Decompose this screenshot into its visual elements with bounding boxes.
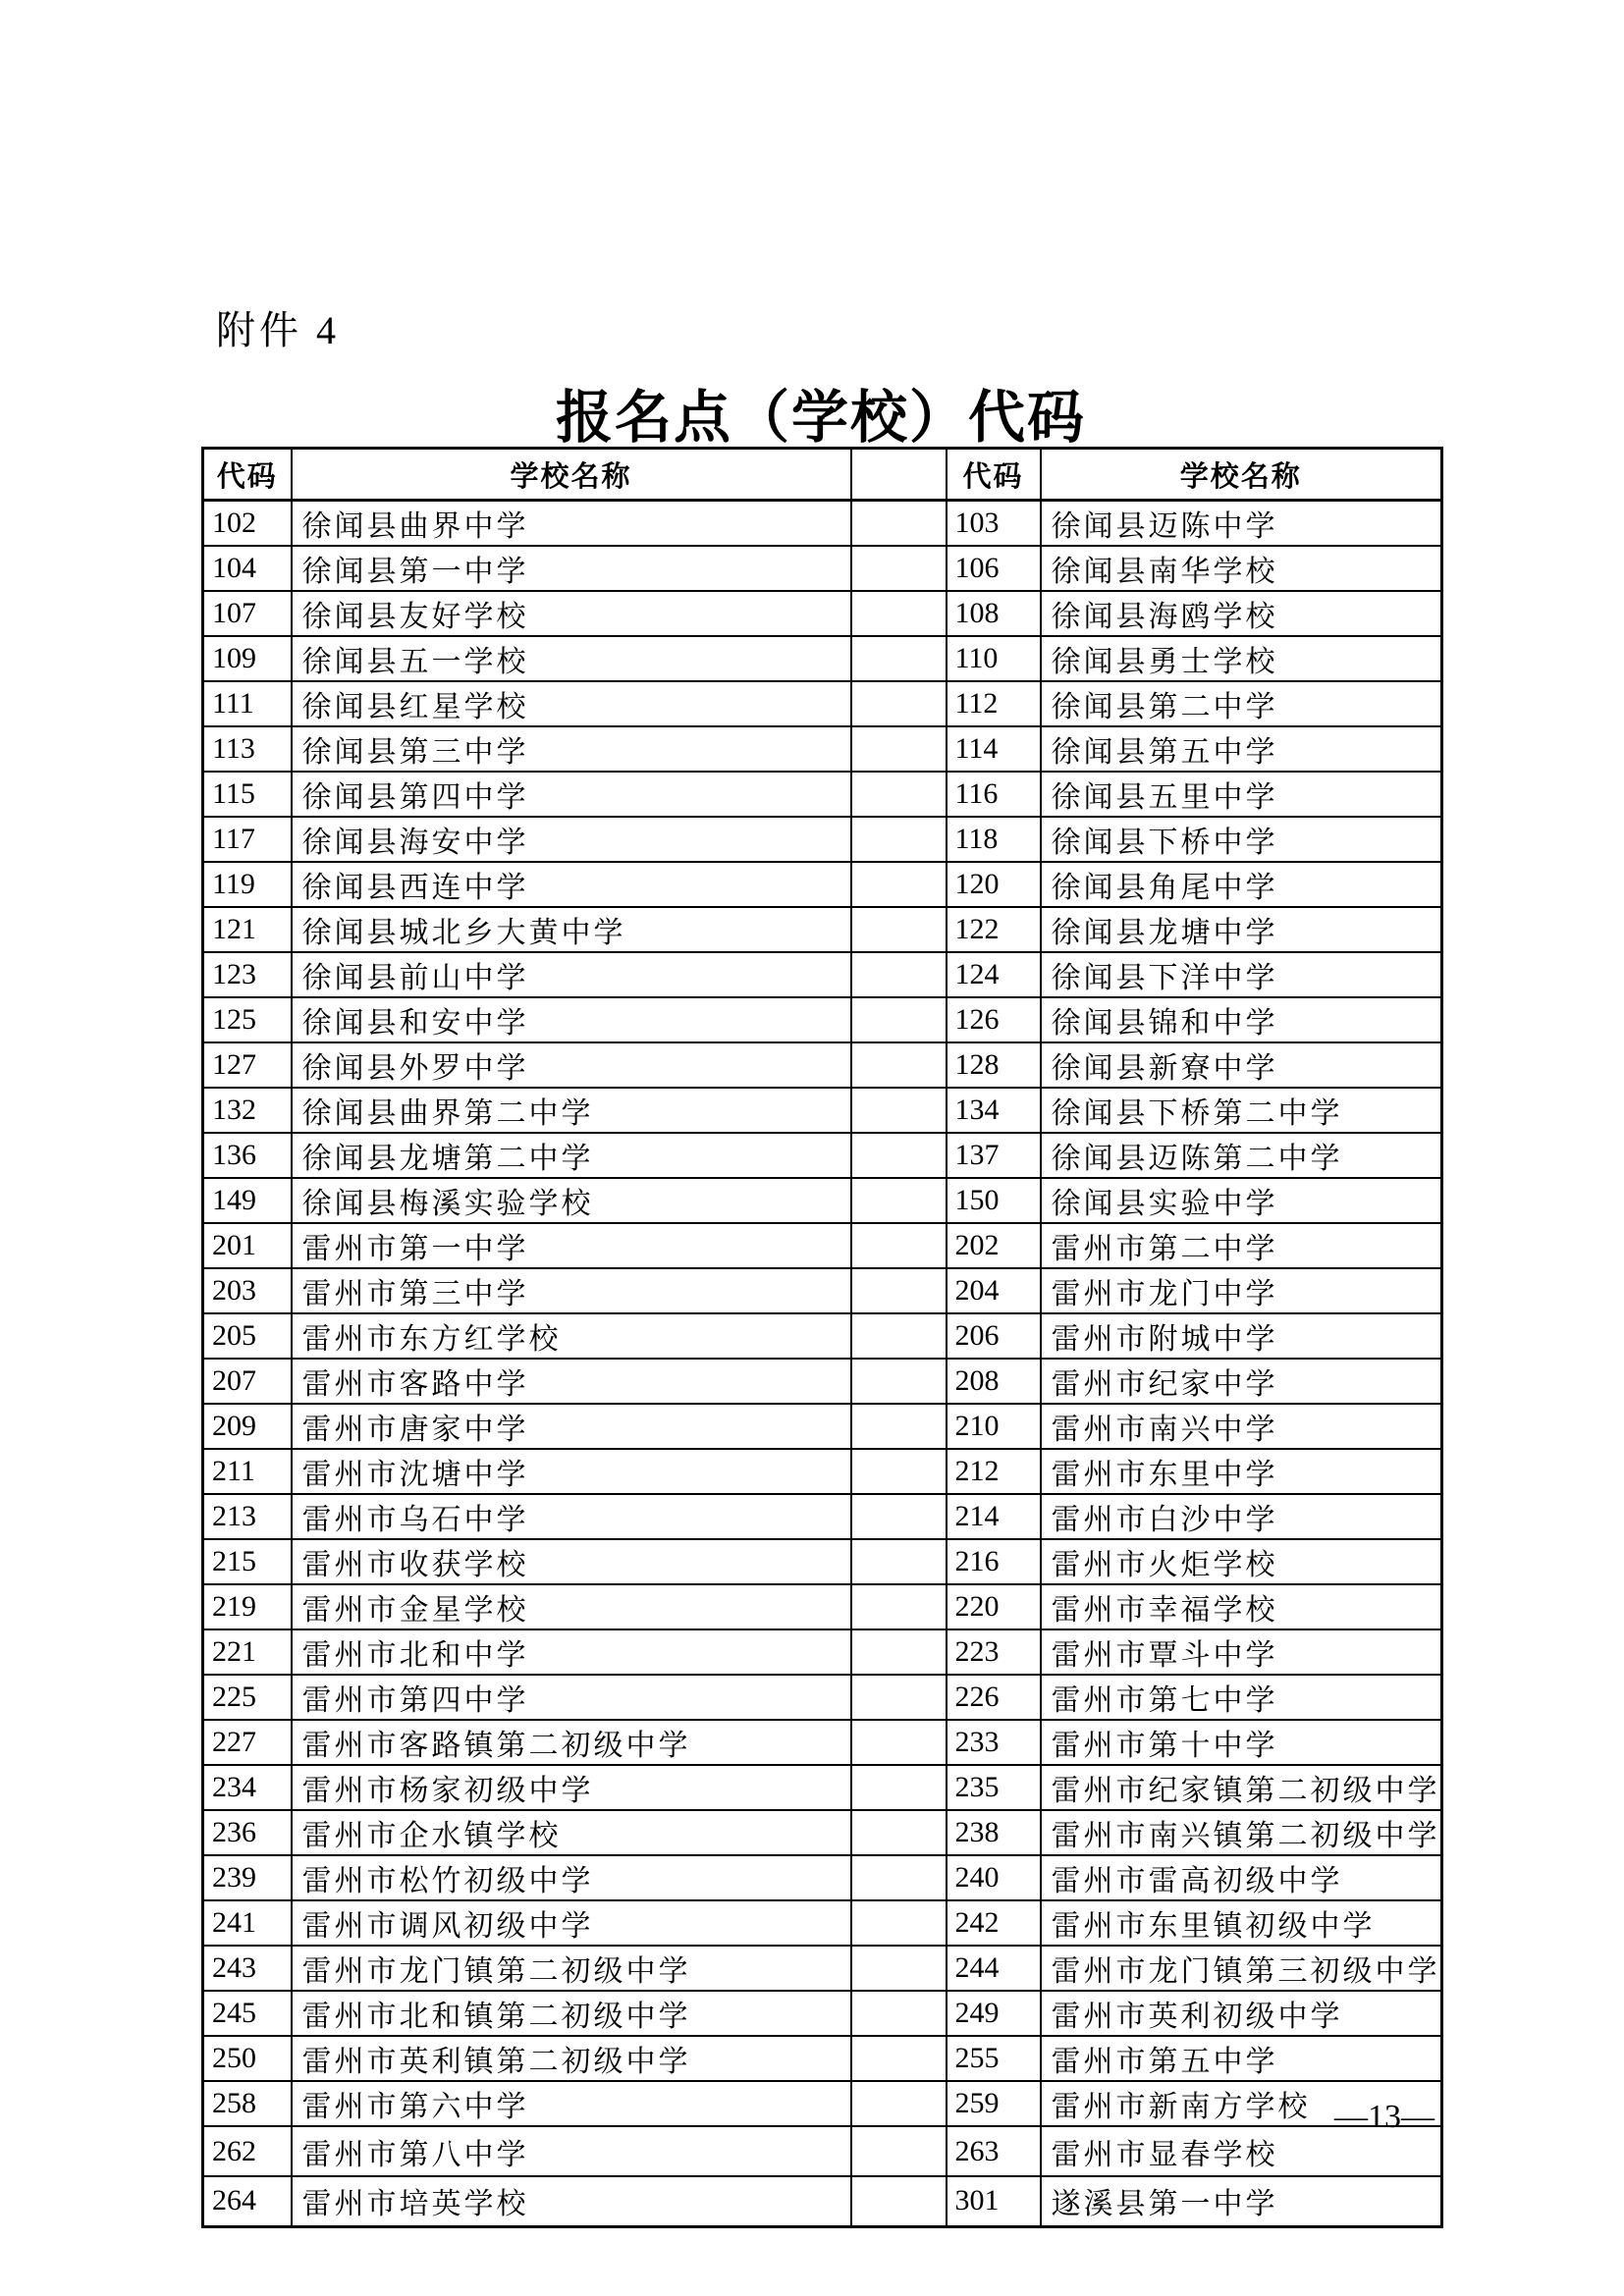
table-row — [203, 1900, 1442, 1946]
right-school-cell: 雷州市英利初级中学 — [1041, 1991, 1442, 2036]
spacer-cell — [851, 952, 947, 997]
right-school-cell: 徐闻县迈陈第二中学 — [1041, 1133, 1442, 1178]
table-row — [203, 1946, 1442, 1991]
right-code-cell: 122 — [947, 907, 1041, 952]
spacer-cell — [851, 1133, 947, 1178]
right-code-cell: 263 — [947, 2126, 1041, 2176]
left-school-cell: 徐闻县五一学校 — [292, 636, 851, 681]
table-row — [203, 546, 1442, 591]
left-school-cell: 雷州市第六中学 — [292, 2081, 851, 2126]
table-row — [203, 1042, 1442, 1088]
spacer-cell — [851, 2126, 947, 2176]
left-school-cell: 徐闻县梅溪实验学校 — [292, 1178, 851, 1223]
left-code-cell: 225 — [203, 1675, 292, 1720]
spacer-cell — [851, 862, 947, 907]
left-code-cell: 132 — [203, 1088, 292, 1133]
left-code-cell: 104 — [203, 546, 292, 591]
spacer-cell — [851, 1178, 947, 1223]
right-code-cell: 118 — [947, 817, 1041, 862]
spacer-cell — [851, 772, 947, 817]
table-row — [203, 1313, 1442, 1359]
left-school-cell: 徐闻县城北乡大黄中学 — [292, 907, 851, 952]
right-code-cell: 244 — [947, 1946, 1041, 1991]
right-code-cell: 150 — [947, 1178, 1041, 1223]
right-code-cell: 106 — [947, 546, 1041, 591]
right-school-cell: 徐闻县第五中学 — [1041, 726, 1442, 772]
right-school-cell: 雷州市东里中学 — [1041, 1449, 1442, 1494]
right-code-cell: 110 — [947, 636, 1041, 681]
left-school-cell: 雷州市沈塘中学 — [292, 1449, 851, 1494]
left-school-cell: 徐闻县红星学校 — [292, 681, 851, 726]
right-code-cell: 124 — [947, 952, 1041, 997]
table-row — [203, 1268, 1442, 1313]
right-school-cell: 雷州市龙门镇第三初级中学 — [1041, 1946, 1442, 1991]
spacer-cell — [851, 1855, 947, 1900]
header-code-right: 代码 — [947, 449, 1041, 501]
spacer-cell — [851, 1268, 947, 1313]
table-row — [203, 1629, 1442, 1675]
spacer-cell — [851, 1629, 947, 1675]
table-row — [203, 1539, 1442, 1584]
table-row — [203, 2036, 1442, 2081]
left-code-cell: 123 — [203, 952, 292, 997]
table-row — [203, 1404, 1442, 1449]
spacer-cell — [851, 2036, 947, 2081]
left-code-cell: 258 — [203, 2081, 292, 2126]
table-row — [203, 1088, 1442, 1133]
right-school-cell: 徐闻县下洋中学 — [1041, 952, 1442, 997]
table-row — [203, 636, 1442, 681]
right-code-cell: 220 — [947, 1584, 1041, 1629]
right-school-cell: 雷州市显春学校 — [1041, 2126, 1442, 2176]
right-school-cell: 徐闻县下桥中学 — [1041, 817, 1442, 862]
right-school-cell: 雷州市第十中学 — [1041, 1720, 1442, 1765]
left-school-cell: 雷州市调风初级中学 — [292, 1900, 851, 1946]
spacer-cell — [851, 1810, 947, 1855]
table-row — [203, 1133, 1442, 1178]
table-row — [203, 1223, 1442, 1268]
table-row — [203, 726, 1442, 772]
right-code-cell: 240 — [947, 1855, 1041, 1900]
right-code-cell: 259 — [947, 2081, 1041, 2126]
table-row — [203, 1675, 1442, 1720]
right-school-cell: 雷州市龙门中学 — [1041, 1268, 1442, 1313]
table-row — [203, 2176, 1442, 2226]
left-code-cell: 115 — [203, 772, 292, 817]
left-code-cell: 205 — [203, 1313, 292, 1359]
right-code-cell: 301 — [947, 2176, 1041, 2226]
left-code-cell: 239 — [203, 1855, 292, 1900]
left-school-cell: 徐闻县西连中学 — [292, 862, 851, 907]
left-code-cell: 221 — [203, 1629, 292, 1675]
left-school-cell: 徐闻县前山中学 — [292, 952, 851, 997]
left-school-cell: 雷州市第一中学 — [292, 1223, 851, 1268]
right-school-cell: 雷州市白沙中学 — [1041, 1494, 1442, 1539]
spacer-cell — [851, 1313, 947, 1359]
spacer-cell — [851, 1946, 947, 1991]
left-school-cell: 雷州市龙门镇第二初级中学 — [292, 1946, 851, 1991]
table-row — [203, 2126, 1442, 2176]
spacer-cell — [851, 1042, 947, 1088]
right-code-cell: 208 — [947, 1359, 1041, 1404]
table-row — [203, 1855, 1442, 1900]
left-code-cell: 264 — [203, 2176, 292, 2226]
left-code-cell: 117 — [203, 817, 292, 862]
table-row — [203, 1991, 1442, 2036]
spacer-cell — [851, 501, 947, 547]
right-code-cell: 223 — [947, 1629, 1041, 1675]
table-row — [203, 1494, 1442, 1539]
left-school-cell: 徐闻县龙塘第二中学 — [292, 1133, 851, 1178]
table-row — [203, 2081, 1442, 2126]
left-school-cell: 雷州市杨家初级中学 — [292, 1765, 851, 1810]
right-school-cell: 雷州市南兴镇第二初级中学 — [1041, 1810, 1442, 1855]
left-code-cell: 203 — [203, 1268, 292, 1313]
spacer-cell — [851, 1584, 947, 1629]
right-school-cell: 雷州市覃斗中学 — [1041, 1629, 1442, 1675]
right-code-cell: 134 — [947, 1088, 1041, 1133]
right-code-cell: 206 — [947, 1313, 1041, 1359]
left-school-cell: 雷州市松竹初级中学 — [292, 1855, 851, 1900]
left-code-cell: 121 — [203, 907, 292, 952]
table-row — [203, 817, 1442, 862]
left-school-cell: 徐闻县和安中学 — [292, 997, 851, 1042]
right-code-cell: 120 — [947, 862, 1041, 907]
right-school-cell: 雷州市幸福学校 — [1041, 1584, 1442, 1629]
left-school-cell: 雷州市北和中学 — [292, 1629, 851, 1675]
right-code-cell: 108 — [947, 591, 1041, 636]
right-school-cell: 徐闻县勇士学校 — [1041, 636, 1442, 681]
left-school-cell: 徐闻县外罗中学 — [292, 1042, 851, 1088]
right-code-cell: 210 — [947, 1404, 1041, 1449]
left-code-cell: 119 — [203, 862, 292, 907]
left-school-cell: 徐闻县友好学校 — [292, 591, 851, 636]
table-row — [203, 1720, 1442, 1765]
right-code-cell: 226 — [947, 1675, 1041, 1720]
right-code-cell: 255 — [947, 2036, 1041, 2081]
table-row — [203, 862, 1442, 907]
left-code-cell: 107 — [203, 591, 292, 636]
right-code-cell: 128 — [947, 1042, 1041, 1088]
header-spacer — [851, 449, 947, 501]
left-code-cell: 111 — [203, 681, 292, 726]
left-school-cell: 徐闻县海安中学 — [292, 817, 851, 862]
table-row — [203, 1449, 1442, 1494]
left-code-cell: 241 — [203, 1900, 292, 1946]
left-school-cell: 雷州市唐家中学 — [292, 1404, 851, 1449]
right-code-cell: 126 — [947, 997, 1041, 1042]
right-code-cell: 212 — [947, 1449, 1041, 1494]
right-code-cell: 216 — [947, 1539, 1041, 1584]
right-school-cell: 徐闻县第二中学 — [1041, 681, 1442, 726]
right-school-cell: 徐闻县龙塘中学 — [1041, 907, 1442, 952]
spacer-cell — [851, 817, 947, 862]
left-school-cell: 徐闻县第一中学 — [292, 546, 851, 591]
spacer-cell — [851, 726, 947, 772]
left-school-cell: 雷州市第八中学 — [292, 2126, 851, 2176]
right-code-cell: 249 — [947, 1991, 1041, 2036]
left-school-cell: 雷州市乌石中学 — [292, 1494, 851, 1539]
left-code-cell: 149 — [203, 1178, 292, 1223]
left-school-cell: 雷州市客路中学 — [292, 1359, 851, 1404]
table-row — [203, 997, 1442, 1042]
left-code-cell: 102 — [203, 501, 292, 547]
spacer-cell — [851, 2081, 947, 2126]
right-school-cell: 雷州市附城中学 — [1041, 1313, 1442, 1359]
page-title: 报名点（学校）代码 — [555, 386, 1086, 450]
left-code-cell: 113 — [203, 726, 292, 772]
right-code-cell: 214 — [947, 1494, 1041, 1539]
left-code-cell: 207 — [203, 1359, 292, 1404]
header-school-left: 学校名称 — [292, 449, 851, 501]
right-school-cell: 雷州市雷高初级中学 — [1041, 1855, 1442, 1900]
left-code-cell: 243 — [203, 1946, 292, 1991]
left-school-cell: 徐闻县第四中学 — [292, 772, 851, 817]
left-code-cell: 250 — [203, 2036, 292, 2081]
spacer-cell — [851, 1991, 947, 2036]
left-code-cell: 201 — [203, 1223, 292, 1268]
right-code-cell: 112 — [947, 681, 1041, 726]
left-code-cell: 262 — [203, 2126, 292, 2176]
table-body — [203, 501, 1442, 2227]
spacer-cell — [851, 1720, 947, 1765]
right-school-cell: 徐闻县五里中学 — [1041, 772, 1442, 817]
header-code-left: 代码 — [203, 449, 292, 501]
spacer-cell — [851, 681, 947, 726]
left-code-cell: 213 — [203, 1494, 292, 1539]
right-code-cell: 242 — [947, 1900, 1041, 1946]
spacer-cell — [851, 997, 947, 1042]
table-row — [203, 681, 1442, 726]
left-school-cell: 雷州市客路镇第二初级中学 — [292, 1720, 851, 1765]
left-school-cell: 徐闻县曲界第二中学 — [292, 1088, 851, 1133]
spacer-cell — [851, 1088, 947, 1133]
left-code-cell: 219 — [203, 1584, 292, 1629]
right-school-cell: 遂溪县第一中学 — [1041, 2176, 1442, 2226]
table-row — [203, 1810, 1442, 1855]
spacer-cell — [851, 1900, 947, 1946]
left-code-cell: 136 — [203, 1133, 292, 1178]
spacer-cell — [851, 546, 947, 591]
right-code-cell: 204 — [947, 1268, 1041, 1313]
left-code-cell: 215 — [203, 1539, 292, 1584]
table-row — [203, 1359, 1442, 1404]
left-school-cell: 雷州市东方红学校 — [292, 1313, 851, 1359]
right-school-cell: 徐闻县下桥第二中学 — [1041, 1088, 1442, 1133]
right-code-cell: 235 — [947, 1765, 1041, 1810]
left-code-cell: 211 — [203, 1449, 292, 1494]
spacer-cell — [851, 636, 947, 681]
header-school-right: 学校名称 — [1041, 449, 1442, 501]
spacer-cell — [851, 591, 947, 636]
right-school-cell: 徐闻县新寮中学 — [1041, 1042, 1442, 1088]
spacer-cell — [851, 1494, 947, 1539]
spacer-cell — [851, 1223, 947, 1268]
left-school-cell: 雷州市企水镇学校 — [292, 1810, 851, 1855]
right-code-cell: 202 — [947, 1223, 1041, 1268]
left-school-cell: 雷州市北和镇第二初级中学 — [292, 1991, 851, 2036]
spacer-cell — [851, 907, 947, 952]
table-header — [203, 449, 1442, 501]
right-code-cell: 114 — [947, 726, 1041, 772]
table-row — [203, 907, 1442, 952]
left-school-cell: 雷州市英利镇第二初级中学 — [292, 2036, 851, 2081]
right-school-cell: 徐闻县实验中学 — [1041, 1178, 1442, 1223]
school-code-table — [201, 447, 1443, 2228]
table-row — [203, 952, 1442, 997]
left-code-cell: 236 — [203, 1810, 292, 1855]
left-code-cell: 234 — [203, 1765, 292, 1810]
spacer-cell — [851, 1449, 947, 1494]
table-row — [203, 772, 1442, 817]
right-school-cell: 徐闻县海鸥学校 — [1041, 591, 1442, 636]
right-school-cell: 雷州市第五中学 — [1041, 2036, 1442, 2081]
right-school-cell: 徐闻县迈陈中学 — [1041, 501, 1442, 547]
spacer-cell — [851, 1675, 947, 1720]
spacer-cell — [851, 1765, 947, 1810]
left-school-cell: 雷州市第三中学 — [292, 1268, 851, 1313]
right-school-cell: 雷州市南兴中学 — [1041, 1404, 1442, 1449]
attachment-label: 附件 4 — [216, 308, 340, 352]
right-code-cell: 103 — [947, 501, 1041, 547]
left-school-cell: 雷州市培英学校 — [292, 2176, 851, 2226]
left-code-cell: 227 — [203, 1720, 292, 1765]
right-code-cell: 233 — [947, 1720, 1041, 1765]
right-code-cell: 116 — [947, 772, 1041, 817]
right-school-cell: 雷州市新南方学校 — [1041, 2081, 1442, 2126]
page-number: —13— — [1334, 2099, 1435, 2135]
left-school-cell: 雷州市第四中学 — [292, 1675, 851, 1720]
left-school-cell: 雷州市收获学校 — [292, 1539, 851, 1584]
right-code-cell: 137 — [947, 1133, 1041, 1178]
right-school-cell: 雷州市第二中学 — [1041, 1223, 1442, 1268]
left-school-cell: 徐闻县曲界中学 — [292, 501, 851, 547]
right-code-cell: 238 — [947, 1810, 1041, 1855]
table-row — [203, 1765, 1442, 1810]
table-row — [203, 591, 1442, 636]
left-school-cell: 徐闻县第三中学 — [292, 726, 851, 772]
table-row — [203, 501, 1442, 547]
left-code-cell: 109 — [203, 636, 292, 681]
spacer-cell — [851, 1539, 947, 1584]
header-row — [203, 449, 1442, 501]
spacer-cell — [851, 1359, 947, 1404]
right-school-cell: 雷州市第七中学 — [1041, 1675, 1442, 1720]
right-school-cell: 雷州市火炬学校 — [1041, 1539, 1442, 1584]
left-code-cell: 127 — [203, 1042, 292, 1088]
spacer-cell — [851, 1404, 947, 1449]
left-code-cell: 245 — [203, 1991, 292, 2036]
right-school-cell: 雷州市东里镇初级中学 — [1041, 1900, 1442, 1946]
right-school-cell: 雷州市纪家镇第二初级中学 — [1041, 1765, 1442, 1810]
table-row — [203, 1178, 1442, 1223]
left-school-cell: 雷州市金星学校 — [292, 1584, 851, 1629]
right-school-cell: 徐闻县锦和中学 — [1041, 997, 1442, 1042]
right-school-cell: 徐闻县角尾中学 — [1041, 862, 1442, 907]
right-school-cell: 雷州市纪家中学 — [1041, 1359, 1442, 1404]
right-school-cell: 徐闻县南华学校 — [1041, 546, 1442, 591]
table-row — [203, 1584, 1442, 1629]
left-code-cell: 125 — [203, 997, 292, 1042]
left-code-cell: 209 — [203, 1404, 292, 1449]
spacer-cell — [851, 2176, 947, 2226]
